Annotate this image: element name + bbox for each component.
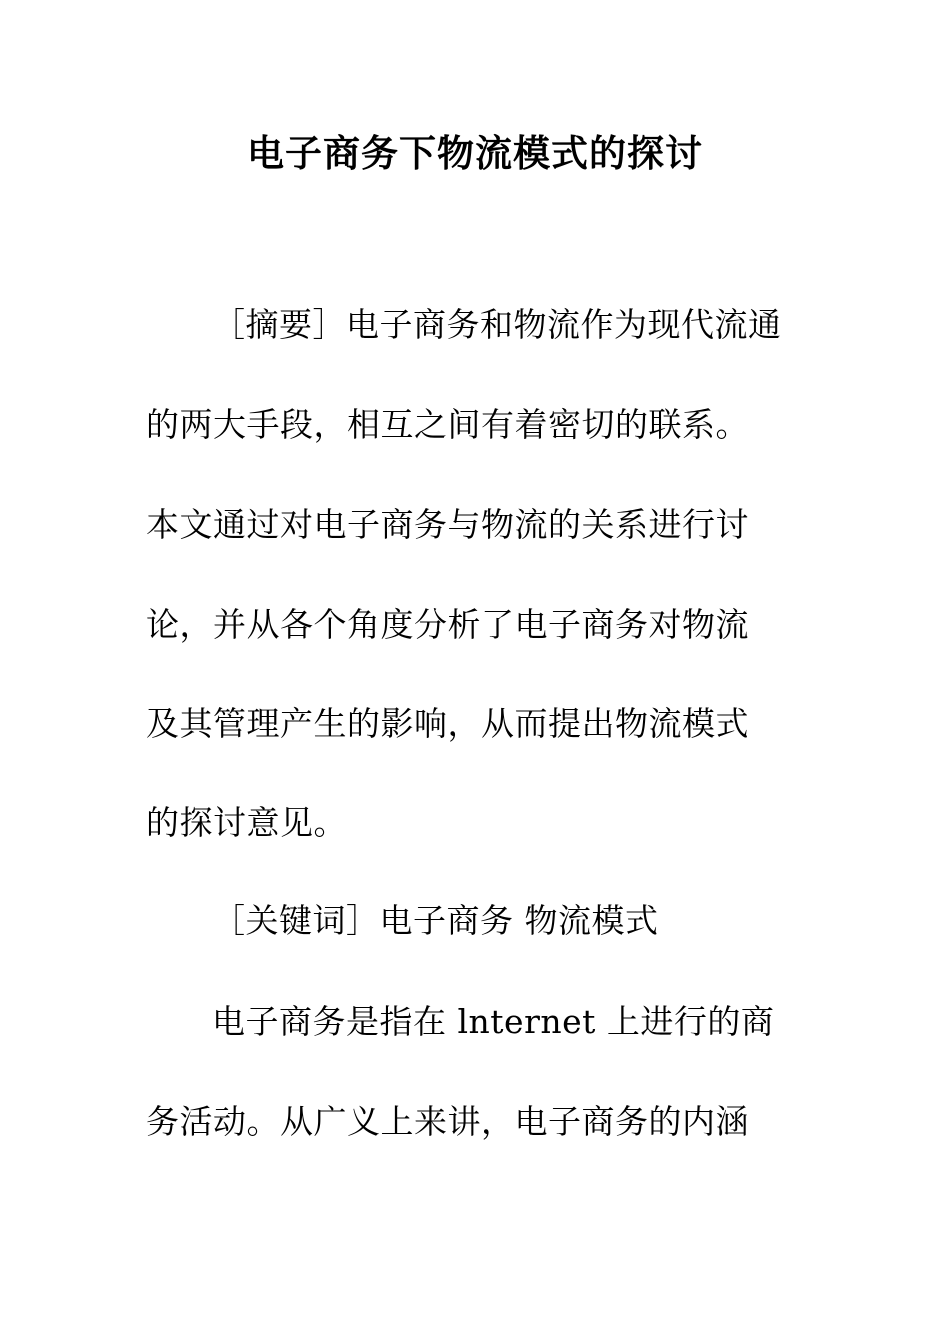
abstract-line-4: 论，并从各个角度分析了电子商务对物流 [146,605,749,644]
body-line-2: 务活动。从广义上来讲，电子商务的内涵 [146,1102,749,1141]
abstract-line-6: 的探讨意见。 [146,803,347,842]
body-line-1: 电子商务是指在 lnternet 上进行的商 [212,1002,775,1041]
abstract-line-2: 的两大手段，相互之间有着密切的联系。 [146,405,749,444]
abstract-line-5: 及其管理产生的影响，从而提出物流模式 [146,704,749,743]
keywords-line: ［关键词］电子商务 物流模式 [212,901,659,940]
document-title: 电子商务下物流模式的探讨 [247,131,703,175]
abstract-line-3: 本文通过对电子商务与物流的关系进行讨 [146,505,749,544]
abstract-line-1: ［摘要］电子商务和物流作为现代流通 [212,305,782,344]
